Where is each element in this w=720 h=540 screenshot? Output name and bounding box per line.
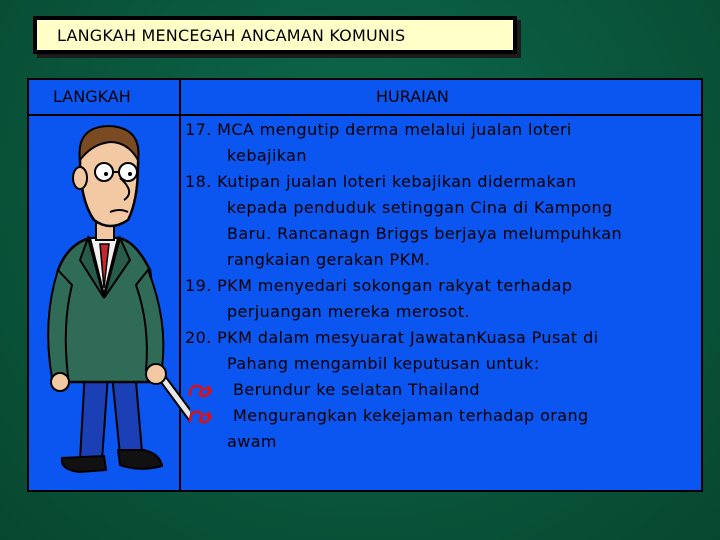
item-continuation: perjuangan mereka merosot.: [227, 302, 471, 321]
item-line: 19. PKM menyedari sokongan rakyat terhadap: [185, 276, 573, 295]
bullet-item: [185, 377, 695, 403]
item-continuation: kebajikan: [227, 146, 307, 165]
item-line: 17. MCA mengutip derma melalui jualan loteri: [185, 120, 572, 139]
list-item: [185, 273, 695, 325]
title-box: [33, 16, 517, 54]
curly-arrow-icon: [187, 381, 213, 401]
column-header-huraian: HURAIAN: [376, 87, 449, 106]
list-item: [185, 169, 695, 273]
list-item: [185, 325, 695, 377]
page-title: LANGKAH MENCEGAH ANCAMAN KOMUNIS: [57, 26, 406, 45]
man-with-cane-illustration: [40, 120, 190, 492]
item-continuation: kepada penduduk setinggan Cina di Kampong: [227, 198, 613, 217]
bullet-line: Berundur ke selatan Thailand: [233, 380, 480, 399]
description-list: [185, 117, 695, 455]
item-line: 18. Kutipan jualan loteri kebajikan didermakan: [185, 172, 577, 191]
list-item: [185, 117, 695, 169]
curly-arrow-icon: [187, 407, 213, 427]
item-continuation: rangkaian gerakan PKM.: [227, 250, 431, 269]
bullet-continuation: awam: [227, 432, 277, 451]
item-continuation: Pahang mengambil keputusan untuk:: [227, 354, 540, 373]
item-continuation: Baru. Rancanagn Briggs berjaya melumpuhkan: [227, 224, 623, 243]
bullet-line: Mengurangkan kekejaman terhadap orang: [233, 406, 589, 425]
header-divider: [29, 114, 701, 116]
item-line: 20. PKM dalam mesyuarat JawatanKuasa Pusat di: [185, 328, 599, 347]
bullet-item: [185, 403, 695, 455]
column-header-langkah: LANGKAH: [53, 87, 131, 106]
